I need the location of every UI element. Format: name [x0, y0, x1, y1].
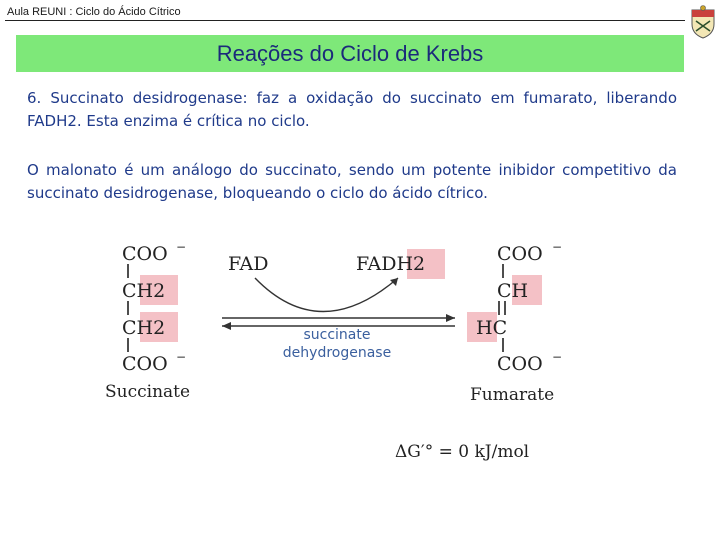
curved-arrow-head-icon	[390, 278, 398, 286]
fad-label: FAD	[228, 253, 269, 275]
fumarate-label: Fumarate	[470, 385, 555, 405]
curved-arrow-icon	[255, 278, 398, 312]
fadh2-label: FADH2	[356, 253, 426, 275]
succinate-ch2-top: CH2	[122, 280, 166, 302]
fumarate-coo-top: COO	[497, 243, 543, 265]
succinate-coo-top: COO	[122, 243, 168, 265]
delta-g-value: ΔG′° = 0 kJ/mol	[395, 442, 530, 462]
succinate-ch2-bottom: CH2	[122, 317, 166, 339]
succinate-coo-bottom: COO	[122, 353, 168, 375]
charge-minus-icon: −	[552, 350, 563, 364]
fumarate-coo-bottom: COO	[497, 353, 543, 375]
reverse-arrow-head-icon	[222, 322, 231, 330]
fumarate-hc: HC	[476, 317, 508, 339]
course-header: Aula REUNI : Ciclo do Ácido Cítrico	[7, 6, 181, 18]
charge-minus-icon: −	[552, 240, 563, 254]
enzyme-name-line1: succinate	[303, 327, 371, 343]
charge-minus-icon: −	[176, 350, 187, 364]
succinate-label: Succinate	[105, 382, 191, 402]
enzyme-name-line2: dehydrogenase	[282, 345, 392, 361]
paragraph-succinate-dehydrogenase: 6. Succinato desidrogenase: faz a oxidação do succinato em fumarato, liberando FADH2. Esta enzima é crítica no ciclo.	[27, 89, 677, 130]
paragraph-malonate-inhibitor: O malonato é um análogo do succinato, sendo um potente inibidor competitivo da succinato desidrogenase, bloqueando o ciclo do ácido cítrico.	[27, 161, 677, 202]
forward-arrow-head-icon	[446, 314, 455, 322]
charge-minus-icon: −	[176, 240, 187, 254]
fumarate-ch: CH	[497, 280, 529, 302]
slide-title: Reações do Ciclo de Krebs	[216, 40, 484, 66]
